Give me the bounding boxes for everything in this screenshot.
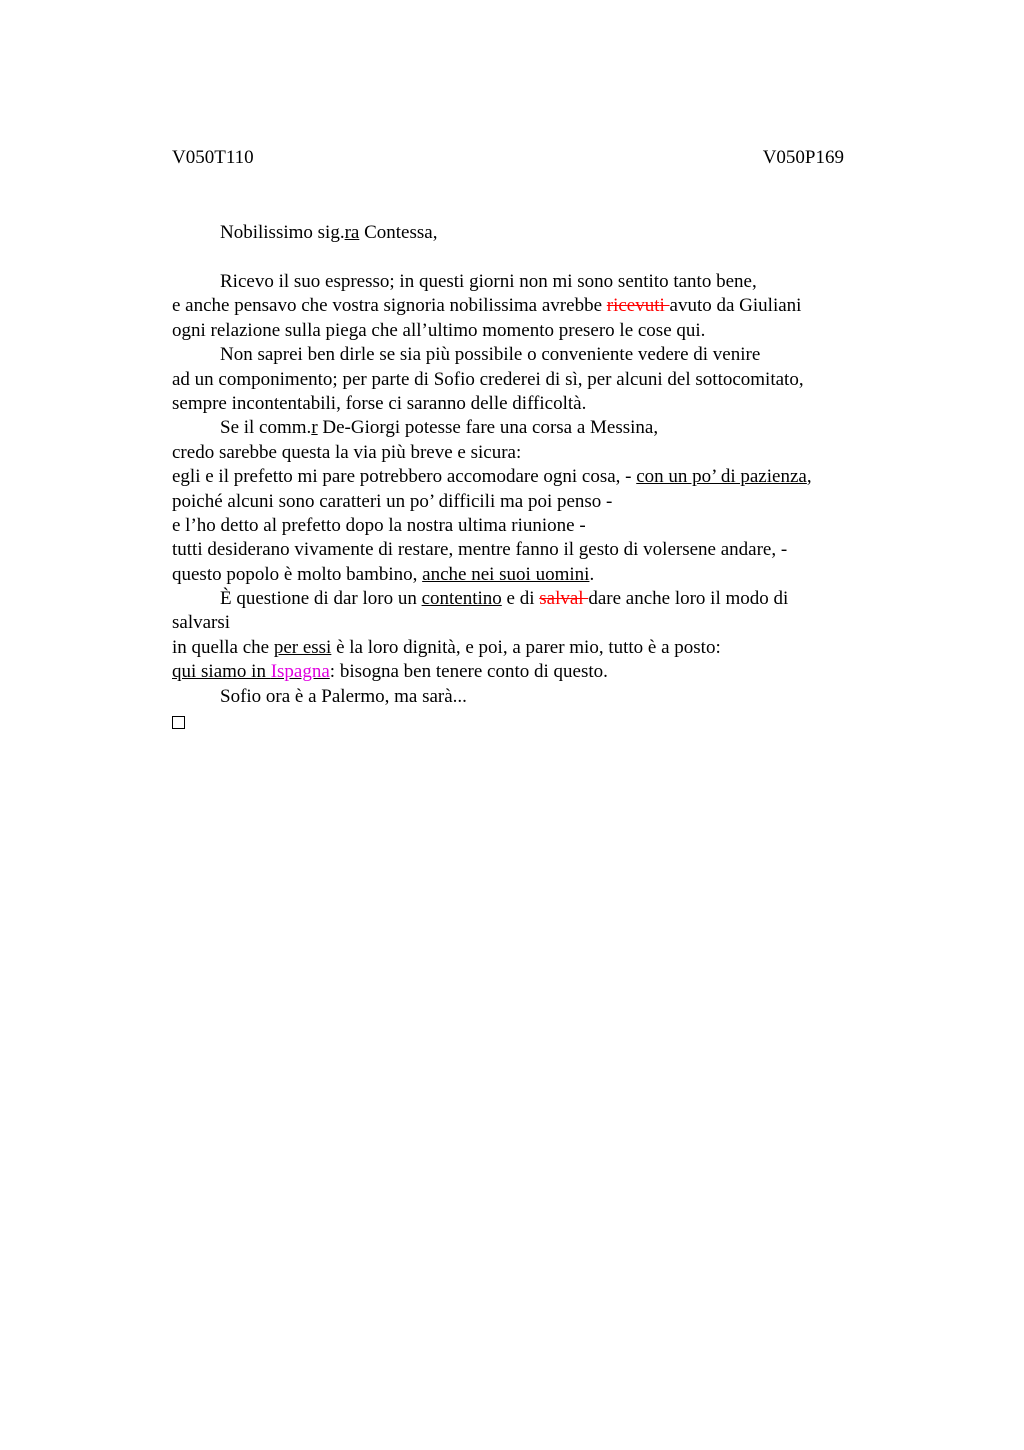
deleted-word: ricevuti (606, 295, 670, 317)
line-text: credo sarebbe questa la via più breve e sicura: (172, 441, 522, 463)
line-text: in quella che (172, 636, 274, 658)
underlined-text (172, 661, 330, 682)
body-line (172, 392, 872, 416)
line-text: , (806, 466, 812, 488)
line-text: e di (501, 588, 540, 610)
line-text: salvarsi (172, 612, 231, 634)
body-line (172, 587, 872, 611)
line-text: ad un componimento; per parte di Sofio crederei di sì, per alcuni del sottocomitato, (172, 368, 804, 390)
line-text: Non saprei ben dirle se sia più possibile o conveniente vedere di venire (220, 344, 761, 366)
body-line (172, 538, 872, 562)
body-line (172, 441, 872, 465)
line-text: e l’ho detto al prefetto dopo la nostra ultima riunione - (172, 514, 586, 536)
underlined-text: contentino (421, 588, 502, 610)
line-text: poiché alcuni sono caratteri un po’ difficili ma poi penso - (172, 490, 613, 512)
right-document-id: V050P169 (762, 147, 844, 168)
line-text: Se il comm. (220, 417, 312, 439)
line-text: : bisogna ben tenere conto di questo. (329, 661, 608, 683)
line-text: qui siamo in (172, 661, 271, 683)
body-line (172, 611, 872, 635)
line-text: questo popolo è molto bambino, (172, 563, 423, 585)
body-line (172, 514, 872, 538)
body-line (172, 294, 872, 318)
line-text: . (589, 563, 595, 585)
underlined-text: con un po’ di pazienza (636, 466, 807, 488)
greeting-text-end: Contessa, (359, 222, 438, 243)
body-line (172, 709, 872, 733)
line-text: egli e il prefetto mi pare potrebbero accomodare ogni cosa, - (172, 466, 637, 488)
letter-body (172, 270, 872, 733)
underlined-abbreviation: r (311, 417, 318, 439)
line-text: È questione di dar loro un (220, 588, 422, 610)
body-line (172, 490, 872, 514)
body-line (172, 685, 872, 709)
body-line (172, 270, 872, 294)
empty-box-icon (172, 716, 185, 729)
line-text: tutti desiderano vivamente di restare, mentre fanno il gesto di volersene andare, - (172, 539, 788, 561)
body-line (172, 660, 872, 684)
line-text: è la loro dignità, e poi, a parer mio, tutto è a posto: (331, 636, 721, 658)
line-text: avuto da Giuliani (669, 295, 802, 317)
body-line (172, 368, 872, 392)
letter-greeting (220, 222, 437, 244)
line-text: e anche pensavo che vostra signoria nobilissima avrebbe (172, 295, 607, 317)
highlighted-word: Ispagna (270, 661, 330, 683)
deleted-word: salval (539, 588, 589, 610)
document-ids (172, 147, 844, 171)
left-document-id: V050T110 (172, 147, 254, 168)
line-text: De-Giorgi potesse fare una corsa a Messina, (317, 417, 659, 439)
underlined-text: per essi (273, 636, 332, 658)
greeting-text: Nobilissimo sig. (220, 222, 345, 243)
line-text: Sofio ora è a Palermo, ma sarà... (220, 685, 467, 707)
underlined-text: anche nei suoi uomini (422, 563, 590, 585)
body-line (172, 465, 872, 489)
greeting-abbreviation: ra (344, 222, 360, 243)
body-line (172, 636, 872, 660)
body-line (172, 563, 872, 587)
body-line (172, 416, 872, 440)
line-text: ogni relazione sulla piega che all’ultimo momento presero le cose qui. (172, 319, 706, 341)
body-line (172, 343, 872, 367)
body-line (172, 319, 872, 343)
line-text: dare anche loro il modo di (588, 588, 789, 610)
line-text: sempre incontentabili, forse ci saranno delle difficoltà. (172, 392, 587, 414)
line-text: Ricevo il suo espresso; in questi giorni non mi sono sentito tanto bene, (220, 271, 757, 292)
